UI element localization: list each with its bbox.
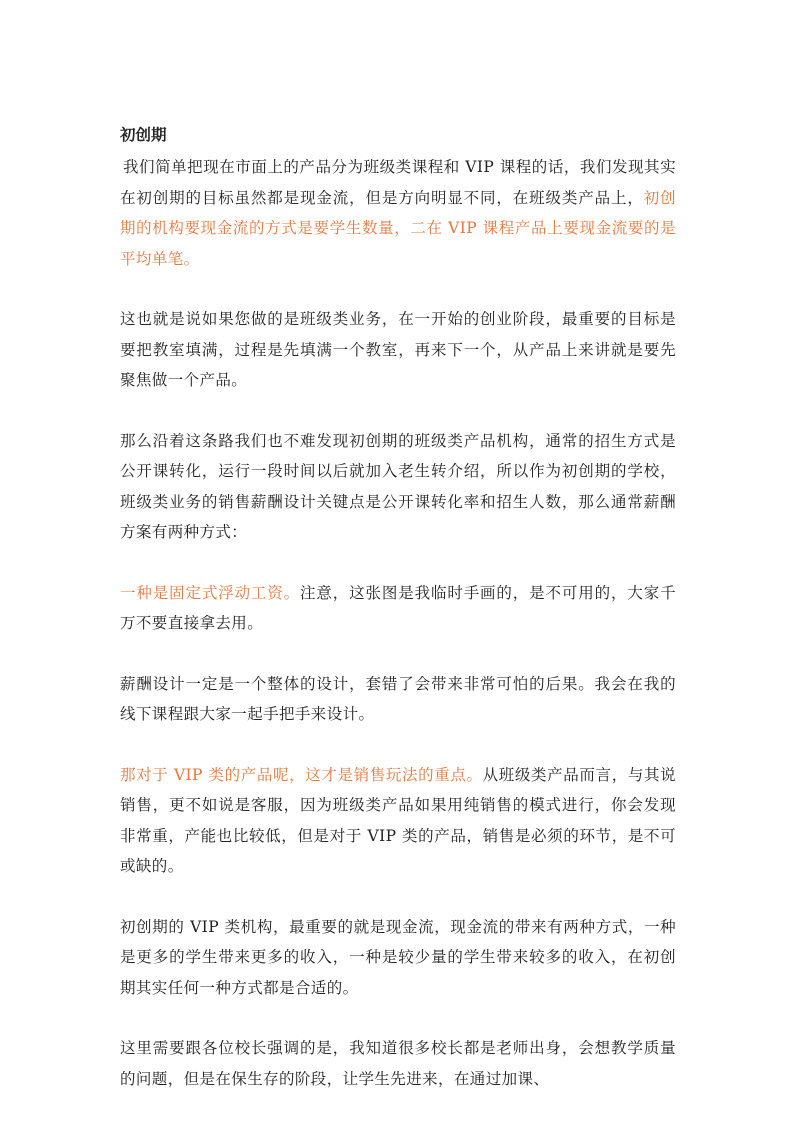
paragraph-1-highlight: 初创期的机构要现金流的方式是要学生数量，二在 VIP 课程产品上要现金流要的是平均单笔。: [120, 188, 676, 268]
paragraph-4: [120, 578, 676, 639]
paragraph-4-text: 注意，这张图是我临时手画的，是不可用的，大家千万不要直接拿去用。: [120, 583, 676, 632]
paragraph-1-text: 我们简单把现在市面上的产品分为班级类课程和 VIP 课程的话，我们发现其实在初创期的目标虽然都是现金流，但是方向明显不同，在班级类产品上，: [120, 158, 676, 207]
section-heading: 初创期: [120, 126, 167, 144]
paragraph-6-text: 从班级类产品而言，与其说销售，更不如说是客服，因为班级类产品如果用纯销售的模式进行，你会发现非常重，产能也比较低，但是对于 VIP 类的产品，销售是必须的环节，是不可或缺的。: [120, 765, 676, 875]
paragraph-1: [120, 152, 676, 274]
paragraph-3: 那么沿着这条路我们也不难发现初创期的班级类产品机构，通常的招生方式是公开课转化，运行一段时间以后就加入老生转介绍，所以作为初创期的学校，班级类业务的销售薪酬设计关键点是公开课转化率和招生人数，那么通常薪酬方案有两种方式：: [120, 431, 676, 541]
paragraph-7: 初创期的 VIP 类机构，最重要的就是现金流，现金流的带来有两种方式，一种是更多的学生带来更多的收入，一种是较少量的学生带来较多的收入，在初创期其实任何一种方式都是合适的。: [120, 917, 676, 997]
paragraph-8: 这里需要跟各位校长强调的是，我知道很多校长都是老师出身，会想教学质量的问题，但是在保生存的阶段，让学生先进来，在通过加课、: [120, 1039, 676, 1088]
paragraph-6: [120, 760, 676, 882]
paragraph-4-highlight: 一种是固定式浮动工资。: [120, 583, 301, 602]
paragraph-6-highlight: 那对于 VIP 类的产品呢，这才是销售玩法的重点。: [120, 765, 483, 784]
document-page: [120, 124, 676, 1124]
paragraph-5: 薪酬设计一定是一个整体的设计，套错了会带来非常可怕的后果。我会在我的线下课程跟大家一起手把手来设计。: [120, 674, 676, 723]
paragraph-2: 这也就是说如果您做的是班级类业务，在一开始的创业阶段，最重要的目标是要把教室填满，过程是先填满一个教室，再来下一个，从产品上来讲就是要先聚焦做一个产品。: [120, 310, 676, 389]
